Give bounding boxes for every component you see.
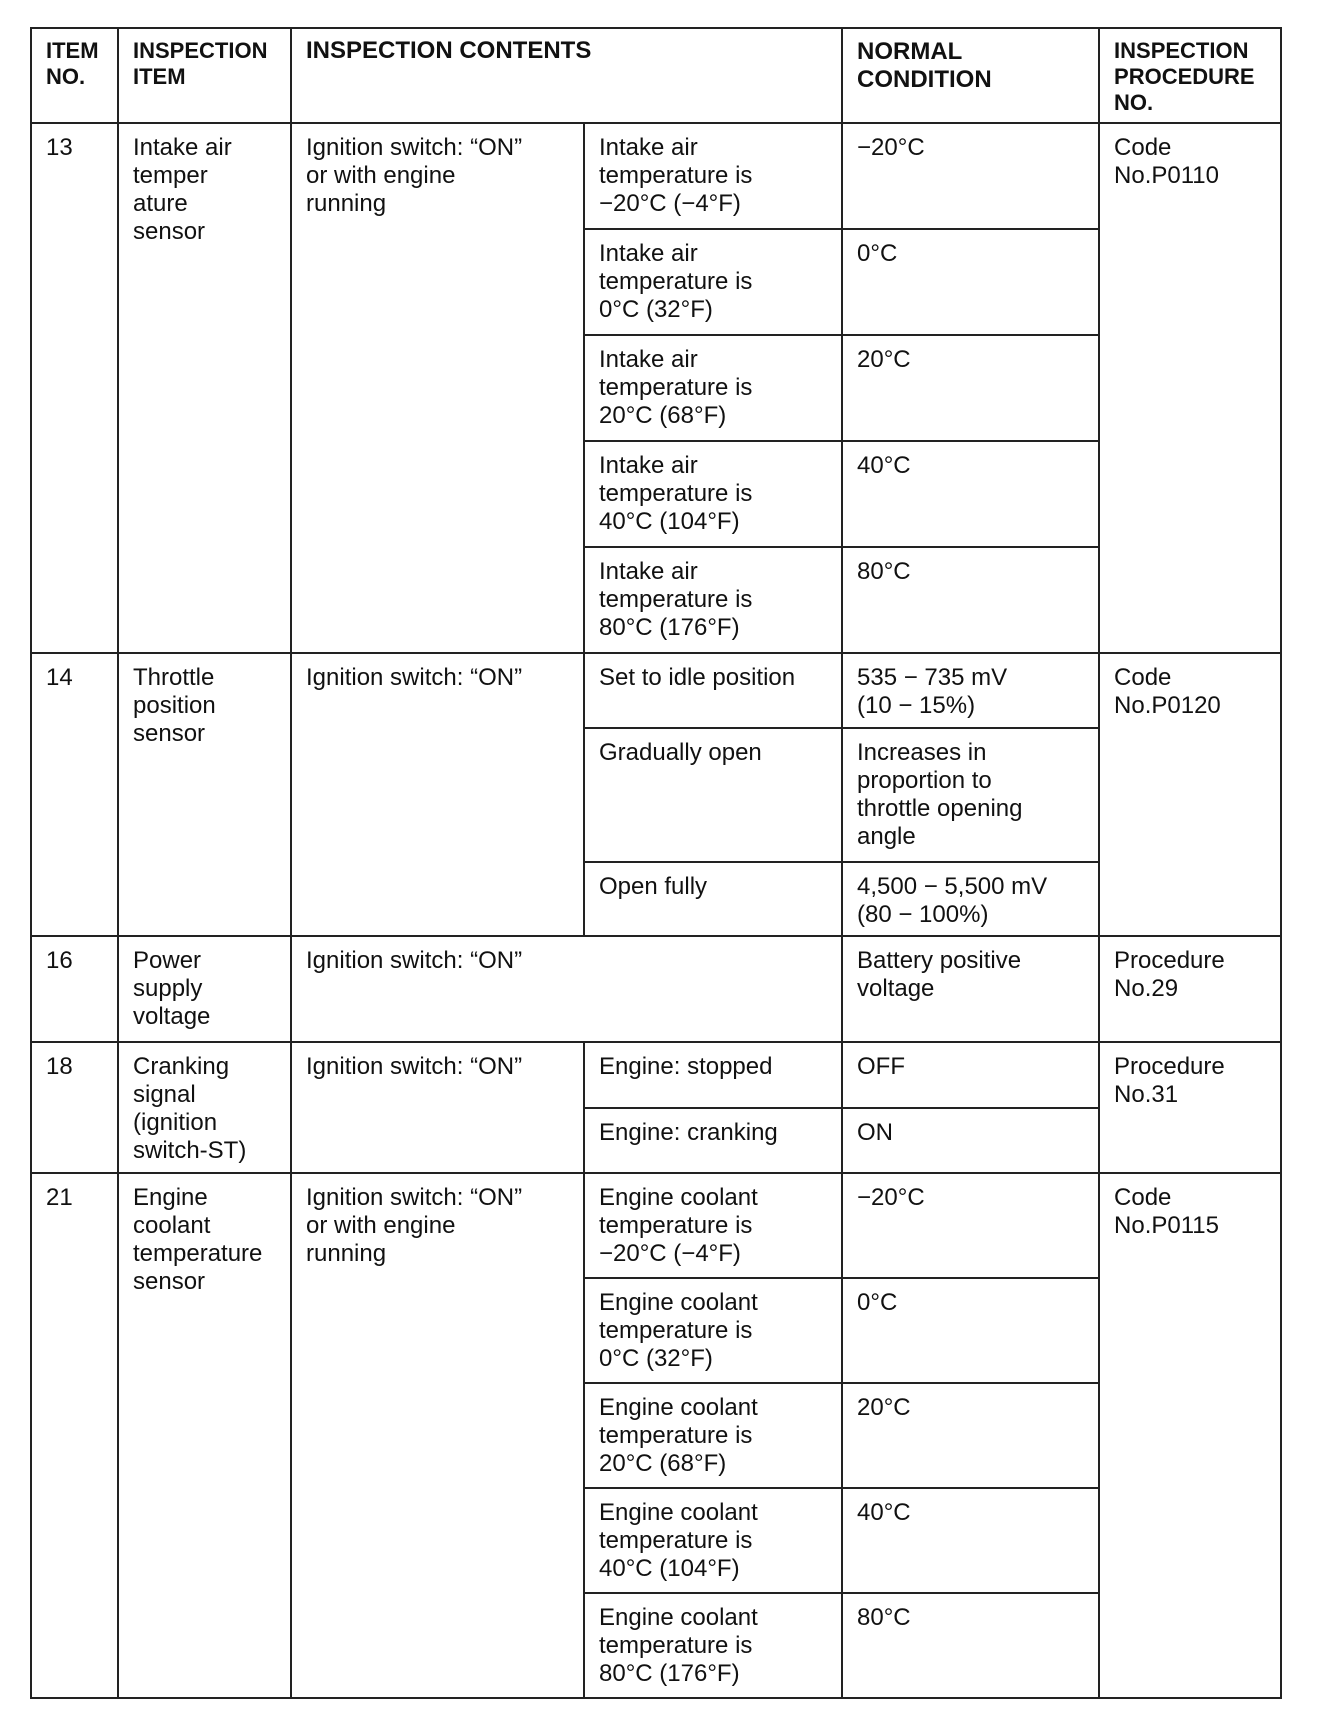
inspection-content: Open fully bbox=[584, 862, 842, 936]
item-no: 14 bbox=[31, 653, 118, 936]
table-row bbox=[31, 123, 1281, 229]
normal-condition: 20°C bbox=[842, 1383, 1099, 1488]
item-no: 21 bbox=[31, 1173, 118, 1698]
item-no: 18 bbox=[31, 1042, 118, 1173]
inspection-condition: Ignition switch: “ON” bbox=[291, 936, 842, 1042]
procedure-no: Procedure No.31 bbox=[1099, 1042, 1281, 1173]
table-row bbox=[31, 653, 1281, 728]
inspection-item: Cranking signal (ignition switch-ST) bbox=[118, 1042, 291, 1173]
normal-condition: −20°C bbox=[842, 1173, 1099, 1278]
inspection-content: Intake air temperature is 0°C (32°F) bbox=[584, 229, 842, 335]
inspection-content: Engine: cranking bbox=[584, 1108, 842, 1173]
header-inspection-contents: INSPECTION CONTENTS bbox=[291, 28, 842, 123]
inspection-condition: Ignition switch: “ON” bbox=[291, 653, 584, 936]
table-row bbox=[31, 1173, 1281, 1278]
inspection-content: Engine coolant temperature is 80°C (176°F) bbox=[584, 1593, 842, 1698]
inspection-content: Engine coolant temperature is 0°C (32°F) bbox=[584, 1278, 842, 1383]
inspection-content: Engine: stopped bbox=[584, 1042, 842, 1108]
normal-condition: Battery positive voltage bbox=[842, 936, 1099, 1042]
normal-condition: 20°C bbox=[842, 335, 1099, 441]
inspection-condition: Ignition switch: “ON” or with engine running bbox=[291, 123, 584, 653]
inspection-item: Throttle position sensor bbox=[118, 653, 291, 936]
procedure-no: Code No.P0115 bbox=[1099, 1173, 1281, 1698]
header-normal-condition: NORMAL CONDITION bbox=[842, 28, 1099, 123]
normal-condition: 0°C bbox=[842, 1278, 1099, 1383]
normal-condition: ON bbox=[842, 1108, 1099, 1173]
inspection-table bbox=[30, 27, 1282, 1699]
inspection-content: Engine coolant temperature is 20°C (68°F) bbox=[584, 1383, 842, 1488]
normal-condition: Increases in proportion to throttle opening angle bbox=[842, 728, 1099, 862]
inspection-content: Intake air temperature is −20°C (−4°F) bbox=[584, 123, 842, 229]
inspection-content: Intake air temperature is 20°C (68°F) bbox=[584, 335, 842, 441]
normal-condition: −20°C bbox=[842, 123, 1099, 229]
normal-condition: 40°C bbox=[842, 1488, 1099, 1593]
procedure-no: Code No.P0120 bbox=[1099, 653, 1281, 936]
normal-condition: 4,500 − 5,500 mV (80 − 100%) bbox=[842, 862, 1099, 936]
inspection-content: Intake air temperature is 40°C (104°F) bbox=[584, 441, 842, 547]
inspection-content: Gradually open bbox=[584, 728, 842, 862]
inspection-content: Set to idle position bbox=[584, 653, 842, 728]
header-row bbox=[31, 28, 1281, 123]
item-no: 13 bbox=[31, 123, 118, 653]
inspection-item: Power supply voltage bbox=[118, 936, 291, 1042]
table-row bbox=[31, 1042, 1281, 1108]
inspection-item: Engine coolant temperature sensor bbox=[118, 1173, 291, 1698]
normal-condition: 40°C bbox=[842, 441, 1099, 547]
header-item-no: ITEM NO. bbox=[31, 28, 118, 123]
normal-condition: 80°C bbox=[842, 1593, 1099, 1698]
header-inspection-item: INSPECTION ITEM bbox=[118, 28, 291, 123]
inspection-condition: Ignition switch: “ON” bbox=[291, 1042, 584, 1173]
inspection-content: Engine coolant temperature is 40°C (104°F) bbox=[584, 1488, 842, 1593]
normal-condition: 80°C bbox=[842, 547, 1099, 653]
table-row bbox=[31, 936, 1281, 1042]
inspection-item: Intake air temper ature sensor bbox=[118, 123, 291, 653]
item-no: 16 bbox=[31, 936, 118, 1042]
normal-condition: 535 − 735 mV (10 − 15%) bbox=[842, 653, 1099, 728]
inspection-content: Engine coolant temperature is −20°C (−4°F) bbox=[584, 1173, 842, 1278]
header-procedure-no: INSPECTION PROCEDURE NO. bbox=[1099, 28, 1281, 123]
normal-condition: OFF bbox=[842, 1042, 1099, 1108]
normal-condition: 0°C bbox=[842, 229, 1099, 335]
procedure-no: Code No.P0110 bbox=[1099, 123, 1281, 653]
inspection-condition: Ignition switch: “ON” or with engine running bbox=[291, 1173, 584, 1698]
inspection-content: Intake air temperature is 80°C (176°F) bbox=[584, 547, 842, 653]
procedure-no: Procedure No.29 bbox=[1099, 936, 1281, 1042]
